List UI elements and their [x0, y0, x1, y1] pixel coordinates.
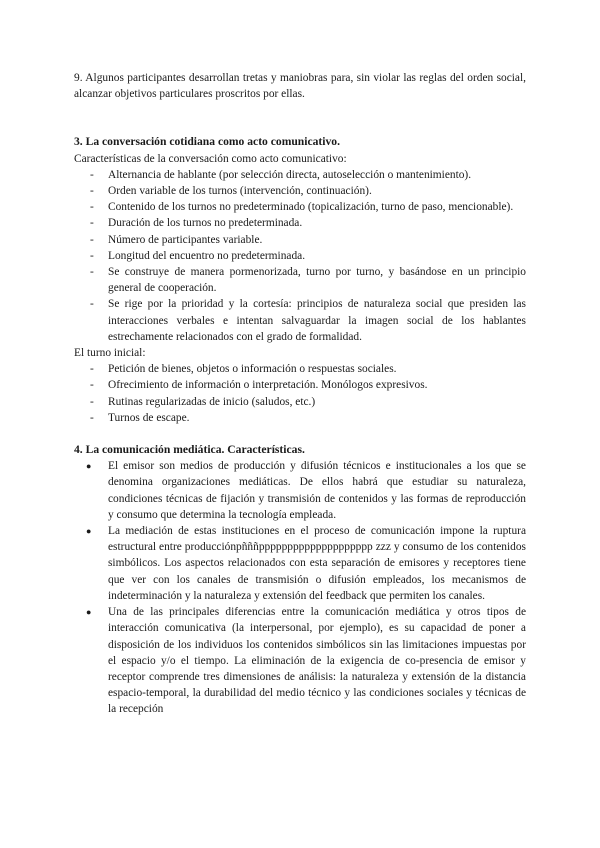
- list-item: ● La mediación de estas instituciones en el proceso de comunicación impone la ruptura estructural entre producciónpñññpppppppppppppppppppp zzz y consumo de los contenidos simbólicos. Los aspectos relacionados con esta separación de emisores y receptores tiene que ver con los canales de transmisión o difusión empleados, los mecanismos de indeterminación y la naturaleza y extensión del feedback que permiten los canales.: [74, 523, 526, 604]
- list-item: - Petición de bienes, objetos o información o respuestas sociales.: [74, 361, 526, 377]
- section-gap: [74, 426, 526, 442]
- list-item: - Duración de los turnos no predeterminada.: [74, 215, 526, 231]
- caracteristicas-list: [74, 167, 526, 345]
- turno-inicial-list: [74, 361, 526, 426]
- list-item: - Número de participantes variable.: [74, 232, 526, 248]
- section-3: [74, 134, 526, 426]
- list-item: - Se construye de manera pormenorizada, turno por turno, y basándose en un principio general de cooperación.: [74, 264, 526, 296]
- list-item: - Turnos de escape.: [74, 410, 526, 426]
- list-item: ● El emisor son medios de producción y difusión técnicos e institucionales a los que se denomina organizaciones mediáticas. De ellos habrá que estudiar su naturaleza, condiciones técnicas de fijación y transmisión de contenidos y las formas de reproducción y consumo que determina la tecnología empleada.: [74, 458, 526, 523]
- caracteristicas-label: Características de la conversación como acto comunicativo:: [74, 152, 347, 165]
- list-item: - Rutinas regularizadas de inicio (saludos, etc.): [74, 394, 526, 410]
- list-item: - Orden variable de los turnos (intervención, continuación).: [74, 183, 526, 199]
- section-4-title: 4. La comunicación mediática. Características.: [74, 443, 305, 457]
- list-item: ● Una de las principales diferencias entre la comunicación mediática y otros tipos de interacción comunicativa (la interpersonal, por ejemplo), es su capacidad de poner a disposición de los individuos los contenidos simbólicos sin las limitaciones impuestas por el espacio y/o el tiempo. La eliminación de la exigencia de co-presencia de emisor y receptor comprende tres dimensiones de análisis: la naturaleza y extensión de la distancia espacio-temporal, la durabilidad del medio técnico y las condiciones sociales y técnicas de la recepción: [74, 604, 526, 717]
- section-4: [74, 442, 526, 717]
- mediatica-list: [74, 458, 526, 717]
- list-item: - Alternancia de hablante (por selección directa, autoselección o mantenimiento).: [74, 167, 526, 183]
- list-item: - Se rige por la prioridad y la cortesía: principios de naturaleza social que presiden las interacciones verbales e intentan salvaguardar la imagen social de los hablantes estrechamente relacionados con el grado de formalidad.: [74, 296, 526, 345]
- section-3-title: 3. La conversación cotidiana como acto comunicativo.: [74, 135, 340, 149]
- list-item: - Longitud del encuentro no predeterminada.: [74, 248, 526, 264]
- list-item: - Contenido de los turnos no predeterminado (topicalización, turno de paso, mencionable).: [74, 199, 526, 215]
- intro-paragraph: 9. Algunos participantes desarrollan tretas y maniobras para, sin violar las reglas del orden social, alcanzar objetivos particulares proscritos por ellas.: [74, 72, 526, 101]
- list-item: - Ofrecimiento de información o interpretación. Monólogos expresivos.: [74, 377, 526, 393]
- turno-inicial-label: El turno inicial:: [74, 347, 146, 360]
